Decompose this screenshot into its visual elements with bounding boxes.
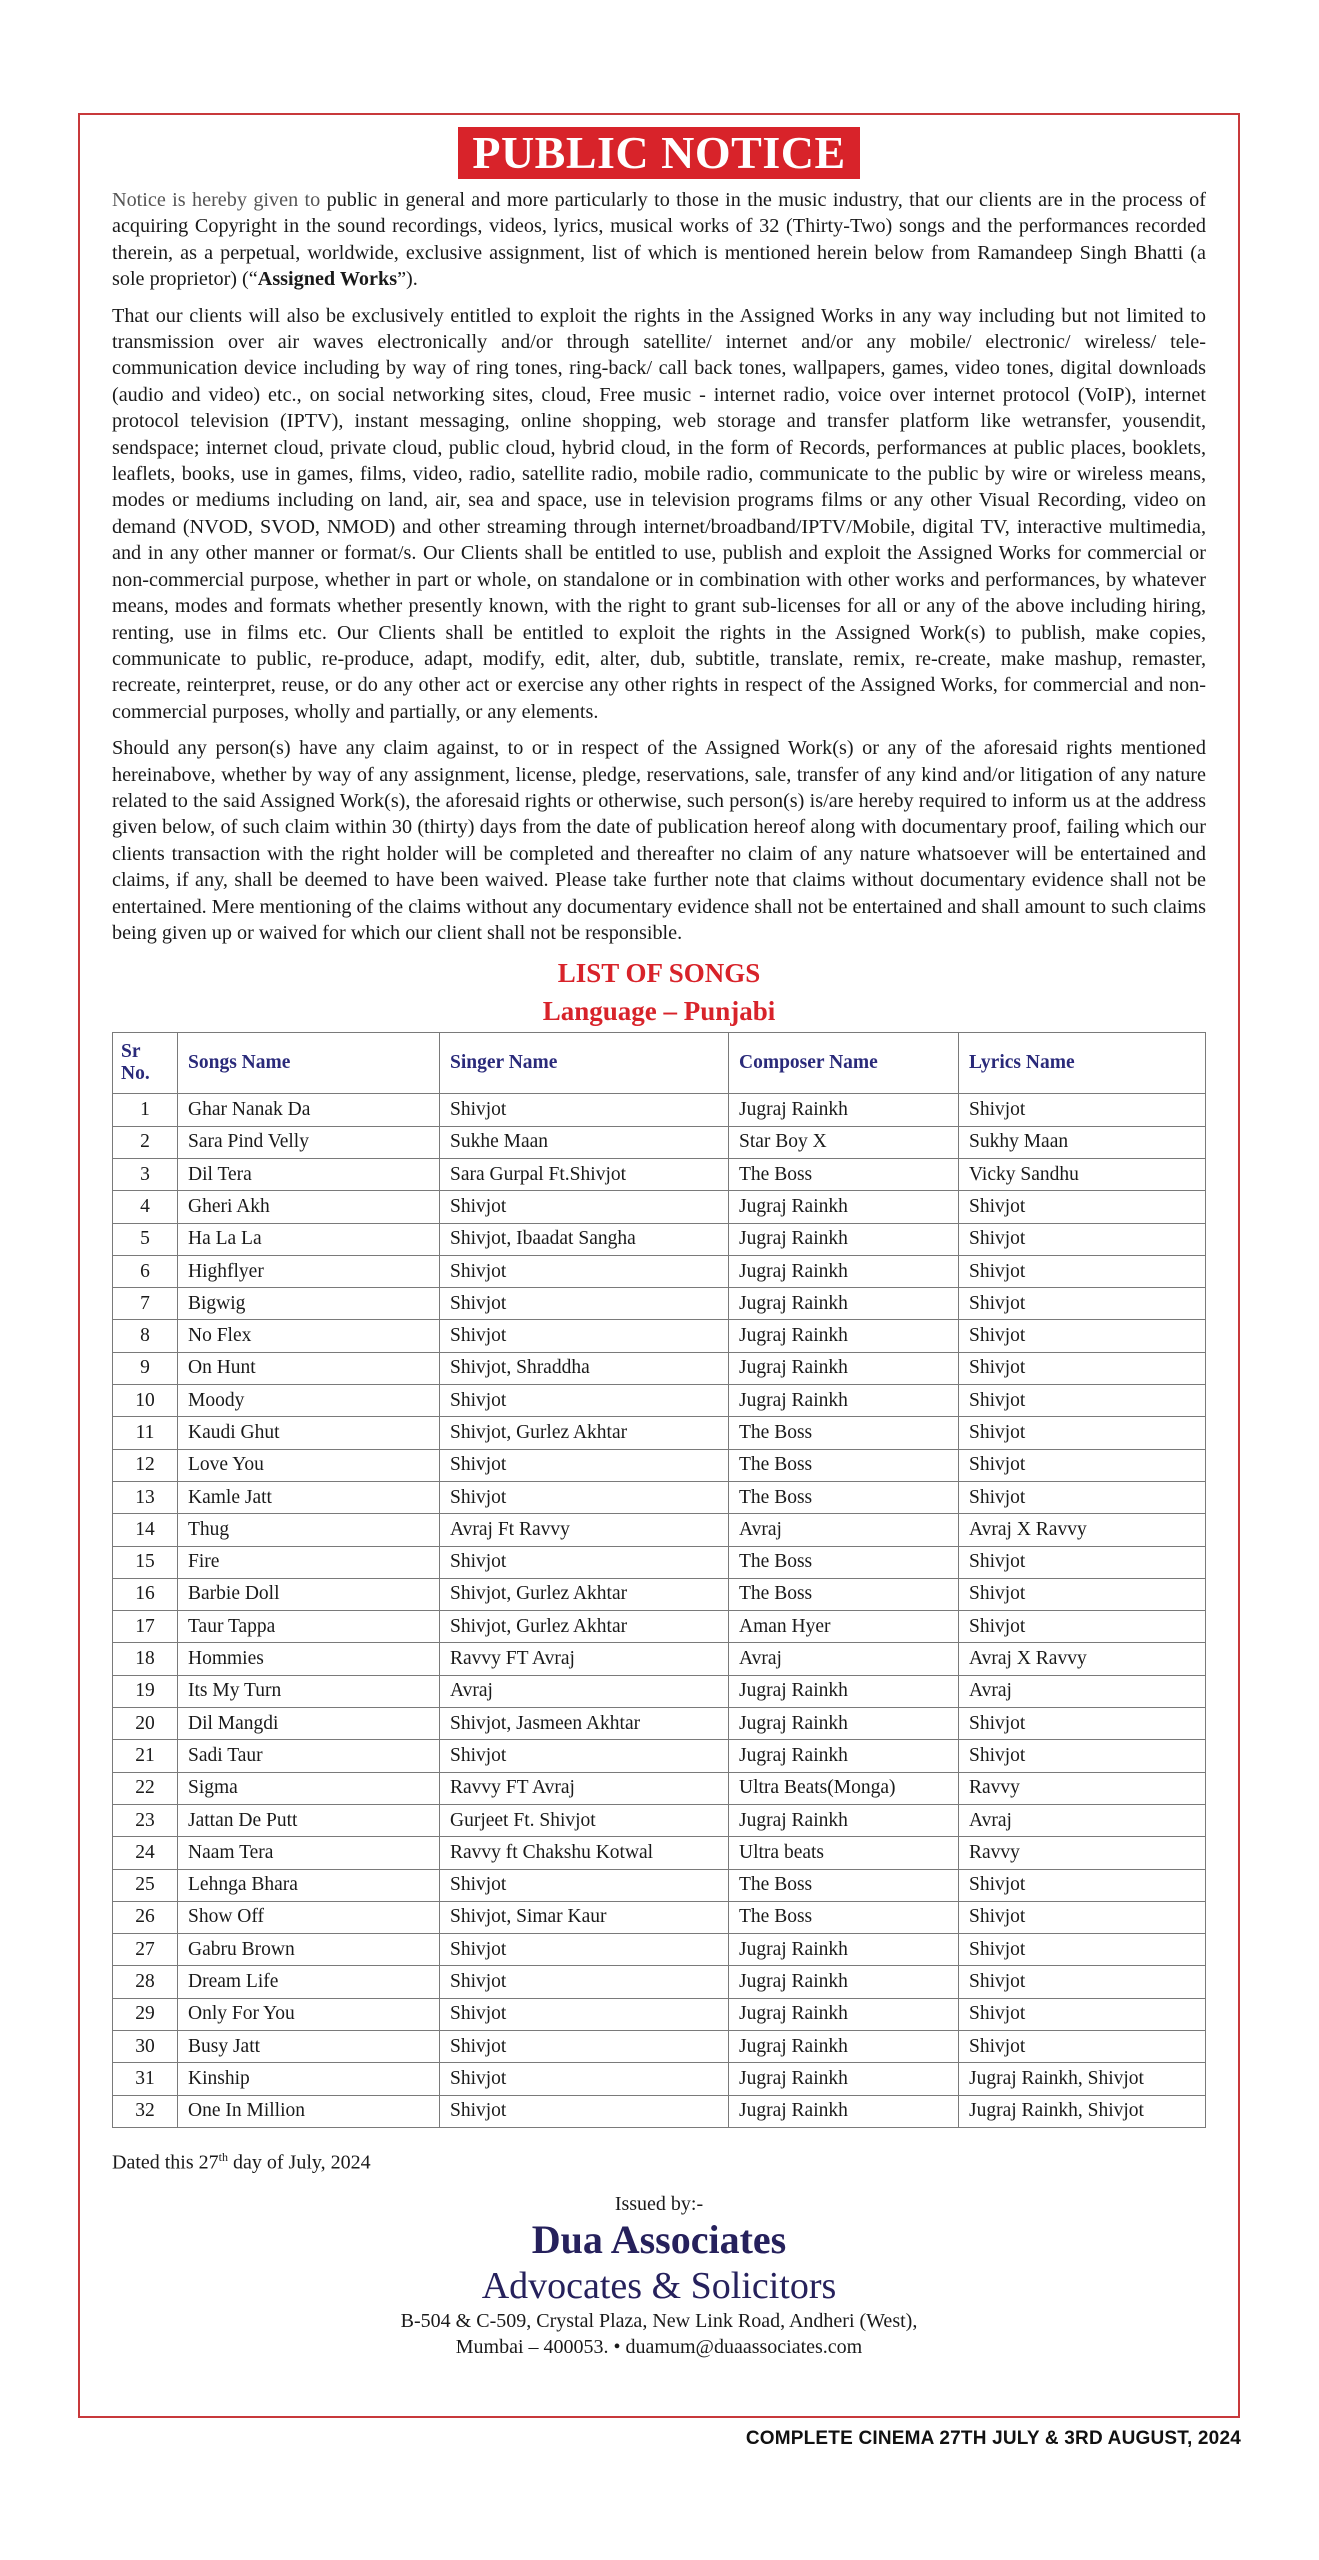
table-row [113,1837,1206,1869]
firm-subtitle: Advocates & Solicitors [481,2264,837,2307]
composer-name-cell: Ultra Beats(Monga) [729,1772,959,1804]
table-row [113,1158,1206,1190]
singer-name-cell: Shivjot [440,1966,729,1998]
list-title: LIST OF SONGS [557,958,761,989]
sr-no-cell: 16 [113,1578,178,1610]
singer-name-cell: Shivjot, Gurlez Akhtar [440,1611,729,1643]
table-row [113,1094,1206,1126]
lyrics-name-cell: Avraj X Ravvy [959,1643,1206,1675]
composer-name-cell: Jugraj Rainkh [729,1223,959,1255]
composer-name-cell: Jugraj Rainkh [729,1740,959,1772]
song-name-cell: Moody [178,1385,440,1417]
song-name-cell: Sigma [178,1772,440,1804]
lyrics-name-cell: Shivjot [959,1449,1206,1481]
sr-no-cell: 31 [113,2063,178,2095]
song-name-cell: No Flex [178,1320,440,1352]
singer-name-cell: Shivjot [440,2063,729,2095]
lyrics-name-cell: Shivjot [959,1869,1206,1901]
composer-name-cell: Jugraj Rainkh [729,2030,959,2062]
composer-name-cell: The Boss [729,1869,959,1901]
sr-no-cell: 30 [113,2030,178,2062]
lyrics-name-cell: Shivjot [959,1966,1206,1998]
lyrics-name-cell: Shivjot [959,1546,1206,1578]
lyrics-name-cell: Shivjot [959,1320,1206,1352]
lyrics-name-cell: Shivjot [959,1998,1206,2030]
composer-name-cell: Ultra beats [729,1837,959,1869]
sr-no-cell: 26 [113,1901,178,1933]
singer-name-cell: Shivjot [440,1449,729,1481]
header-sr-no: Sr No. [113,1033,178,1094]
song-name-cell: Only For You [178,1998,440,2030]
sr-no-cell: 19 [113,1675,178,1707]
singer-name-cell: Sukhe Maan [440,1126,729,1158]
paragraph-1-end: ”). [397,268,418,291]
table-row [113,1578,1206,1610]
notice-frame [78,113,1240,2418]
title-wrap [80,127,1238,179]
singer-name-cell: Shivjot, Shraddha [440,1352,729,1384]
sr-no-cell: 12 [113,1449,178,1481]
composer-name-cell: Jugraj Rainkh [729,1385,959,1417]
table-row [113,1223,1206,1255]
song-name-cell: Sadi Taur [178,1740,440,1772]
table-row [113,1449,1206,1481]
song-name-cell: Jattan De Putt [178,1804,440,1836]
song-name-cell: Hommies [178,1643,440,1675]
sr-no-cell: 2 [113,1126,178,1158]
header-songs-name: Songs Name [178,1033,440,1094]
song-name-cell: Gheri Akh [178,1191,440,1223]
sr-no-cell: 4 [113,1191,178,1223]
lyrics-name-cell: Shivjot [959,1223,1206,1255]
header-composer-name: Composer Name [729,1033,959,1094]
sr-no-cell: 15 [113,1546,178,1578]
publication-footer: COMPLETE CINEMA 27TH JULY & 3RD AUGUST, 2024 [745,2428,1241,2449]
lyrics-name-cell: Shivjot [959,1611,1206,1643]
address-line-2: Mumbai – 400053. • duamum@duaassociates.com [455,2335,863,2358]
table-row [113,2063,1206,2095]
singer-name-cell: Shivjot, Gurlez Akhtar [440,1578,729,1610]
song-name-cell: Barbie Doll [178,1578,440,1610]
singer-name-cell: Shivjot [440,2095,729,2127]
table-row [113,1740,1206,1772]
song-name-cell: On Hunt [178,1352,440,1384]
composer-name-cell: Jugraj Rainkh [729,1966,959,1998]
singer-name-cell: Gurjeet Ft. Shivjot [440,1804,729,1836]
song-name-cell: Love You [178,1449,440,1481]
lyrics-name-cell: Vicky Sandhu [959,1158,1206,1190]
composer-name-cell: Jugraj Rainkh [729,1352,959,1384]
singer-name-cell: Shivjot [440,1385,729,1417]
singer-name-cell: Avraj Ft Ravvy [440,1514,729,1546]
singer-name-cell: Shivjot, Simar Kaur [440,1901,729,1933]
composer-name-cell: The Boss [729,1449,959,1481]
lyrics-name-cell: Sukhy Maan [959,1126,1206,1158]
table-row [113,2095,1206,2127]
sr-no-cell: 25 [113,1869,178,1901]
lyrics-name-cell: Shivjot [959,1481,1206,1513]
composer-name-cell: The Boss [729,1901,959,1933]
lyrics-name-cell: Shivjot [959,1352,1206,1384]
song-name-cell: Kinship [178,2063,440,2095]
sr-no-cell: 1 [113,1094,178,1126]
singer-name-cell: Shivjot [440,1998,729,2030]
singer-name-cell: Ravvy ft Chakshu Kotwal [440,1837,729,1869]
lyrics-name-cell: Ravvy [959,1837,1206,1869]
singer-name-cell: Shivjot [440,1740,729,1772]
song-name-cell: Highflyer [178,1255,440,1287]
song-name-cell: Thug [178,1514,440,1546]
sr-no-cell: 6 [113,1255,178,1287]
lyrics-name-cell: Shivjot [959,1417,1206,1449]
singer-name-cell: Ravvy FT Avraj [440,1643,729,1675]
table-row [113,1481,1206,1513]
song-name-cell: Dream Life [178,1966,440,1998]
song-name-cell: One In Million [178,2095,440,2127]
table-row [113,1869,1206,1901]
sr-no-cell: 5 [113,1223,178,1255]
sr-no-cell: 13 [113,1481,178,1513]
table-row [113,1901,1206,1933]
composer-name-cell: Jugraj Rainkh [729,1675,959,1707]
sr-no-cell: 20 [113,1708,178,1740]
table-row [113,1385,1206,1417]
song-name-cell: Bigwig [178,1288,440,1320]
sr-no-cell: 14 [113,1514,178,1546]
song-name-cell: Dil Tera [178,1158,440,1190]
composer-name-cell: The Boss [729,1417,959,1449]
singer-name-cell: Shivjot [440,1481,729,1513]
sr-no-cell: 27 [113,1934,178,1966]
lyrics-name-cell: Avraj [959,1675,1206,1707]
table-row [113,1966,1206,1998]
table-row [113,1352,1206,1384]
composer-name-cell: Jugraj Rainkh [729,1804,959,1836]
composer-name-cell: Jugraj Rainkh [729,1998,959,2030]
composer-name-cell: Jugraj Rainkh [729,1191,959,1223]
singer-name-cell: Shivjot [440,1546,729,1578]
composer-name-cell: The Boss [729,1158,959,1190]
paragraph-3: Should any person(s) have any claim against, to or in respect of the Assigned Work(s) or any of the aforesaid rights mentioned hereinabove, whether by way of any assignment, license, pledge, reservations, sale, transfer of any kind and/or litigation of any nature related to the said Assigned Work(s), the aforesaid rights or otherwise, such person(s) is/are hereby required to inform us at the address given below, of such claim within 30 (thirty) days from the date of publication hereof along with documentary proof, failing which our clients transaction with the right holder will be completed and thereafter no claim of any nature whatsoever will be entertained and claims, if any, shall be deemed to have been waived. Please take further note that claims without documentary evidence shall not be entertained. Mere mentioning of the claims without any documentary evidence shall not be entertained and shall amount to such claims being given up or waived for which our client shall not be responsible. [112,737,1206,944]
singer-name-cell: Shivjot [440,1320,729,1352]
composer-name-cell: Avraj [729,1643,959,1675]
table-row [113,1804,1206,1836]
paragraph-1-lead: Notice is hereby given to [112,189,321,211]
singer-name-cell: Shivjot [440,1869,729,1901]
singer-name-cell: Ravvy FT Avraj [440,1772,729,1804]
table-row [113,1288,1206,1320]
composer-name-cell: The Boss [729,1578,959,1610]
sr-no-cell: 10 [113,1385,178,1417]
composer-name-cell: The Boss [729,1546,959,1578]
notice-body [112,187,1206,2360]
lyrics-name-cell: Shivjot [959,1191,1206,1223]
song-name-cell: Kaudi Ghut [178,1417,440,1449]
song-name-cell: Ghar Nanak Da [178,1094,440,1126]
table-row [113,1934,1206,1966]
header-singer-name: Singer Name [440,1033,729,1094]
list-subtitle: Language – Punjabi [542,996,776,1027]
lyrics-name-cell: Shivjot [959,1385,1206,1417]
songs-table-body [113,1094,1206,2128]
singer-name-cell: Shivjot [440,1094,729,1126]
address-line-1: B-504 & C-509, Crystal Plaza, New Link Road, Andheri (West), [400,2309,918,2332]
sr-no-cell: 9 [113,1352,178,1384]
table-row [113,1611,1206,1643]
song-name-cell: Naam Tera [178,1837,440,1869]
composer-name-cell: Jugraj Rainkh [729,1094,959,1126]
song-name-cell: Lehnga Bhara [178,1869,440,1901]
paragraph-2: That our clients will also be exclusively entitled to exploit the rights in the Assigned Works in any way including but not limited to transmission over air waves electronically and/or through satellite/ internet and/or any mobile/ electronic/ wireless/ tele-communication device including by way of ring tones, ring-back/ call back tones, wallpapers, games, video tones, digital downloads (audio and video) etc., on social networking sites, cloud, Free music - internet radio, voice over internet protocol (VoIP), internet protocol television (IPTV), instant messaging, online shopping, web storage and transfer platform like wetransfer, yousendit, sendspace; internet cloud, private cloud, public cloud, hybrid cloud, in the form of Records, performances at public places, booklets, leaflets, books, use in games, films, video, radio, satellite radio, mobile radio, communicate to the public by wire or wireless means, modes or mediums including on land, air, sea and space, use in television programs films or any other Visual Recording, video on demand (NVOD, SVOD, NMOD) and other streaming through internet/broadband/IPTV/Mobile, digital TV, interactive multimedia, and in any other manner or format/s. Our Clients shall be entitled to use, publish and exploit the Assigned Works for commercial or non-commercial purpose, whether in part or whole, on standalone or in combination with other works and performances, by whatever means, modes and formats whether presently known, with the right to grant sub-licenses for all or any of the above including hiring, renting, use in films etc. Our Clients shall be entitled to exploit the rights in the Assigned Work(s) to publish, make copies, communicate to public, re-produce, adapt, modify, edit, alter, dub, subtitle, translate, remix, re-create, make mashup, remaster, recreate, reinterpret, reuse, or do any other act or exercise any other rights in respect of the Assigned Works, for commercial and non-commercial purposes, wholly and partially, or any elements. [112,304,1206,723]
composer-name-cell: Aman Hyer [729,1611,959,1643]
singer-name-cell: Shivjot [440,2030,729,2062]
lyrics-name-cell: Shivjot [959,1094,1206,1126]
sr-no-cell: 17 [113,1611,178,1643]
table-row [113,1643,1206,1675]
lyrics-name-cell: Shivjot [959,1901,1206,1933]
lyrics-name-cell: Shivjot [959,1288,1206,1320]
singer-name-cell: Sara Gurpal Ft.Shivjot [440,1158,729,1190]
table-header-row [113,1033,1206,1094]
sr-no-cell: 23 [113,1804,178,1836]
lyrics-name-cell: Shivjot [959,1934,1206,1966]
paragraph-1 [112,187,1206,293]
singer-name-cell: Avraj [440,1675,729,1707]
issued-by: Issued by:- [614,2192,704,2215]
singer-name-cell: Shivjot, Ibaadat Sangha [440,1223,729,1255]
sr-no-cell: 22 [113,1772,178,1804]
header-lyrics-name: Lyrics Name [959,1033,1206,1094]
dated-line [112,2150,1206,2175]
lyrics-name-cell: Ravvy [959,1772,1206,1804]
table-row [113,1514,1206,1546]
song-name-cell: Sara Pind Velly [178,1126,440,1158]
song-name-cell: Taur Tappa [178,1611,440,1643]
sr-no-cell: 7 [113,1288,178,1320]
sr-no-cell: 32 [113,2095,178,2127]
song-name-cell: Show Off [178,1901,440,1933]
table-row [113,1320,1206,1352]
table-row [113,1546,1206,1578]
dated-suffix: day of July, 2024 [228,2151,371,2174]
sr-no-cell: 21 [113,1740,178,1772]
sr-no-cell: 29 [113,1998,178,2030]
table-row [113,1191,1206,1223]
singer-name-cell: Shivjot [440,1255,729,1287]
lyrics-name-cell: Shivjot [959,1740,1206,1772]
songs-table [112,1032,1206,2128]
table-row [113,1708,1206,1740]
sr-no-cell: 11 [113,1417,178,1449]
table-row [113,1417,1206,1449]
singer-name-cell: Shivjot, Jasmeen Akhtar [440,1708,729,1740]
lyrics-name-cell: Shivjot [959,1255,1206,1287]
composer-name-cell: Star Boy X [729,1126,959,1158]
table-row [113,2030,1206,2062]
song-name-cell: Ha La La [178,1223,440,1255]
singer-name-cell: Shivjot, Gurlez Akhtar [440,1417,729,1449]
lyrics-name-cell: Avraj [959,1804,1206,1836]
table-row [113,1772,1206,1804]
composer-name-cell: Jugraj Rainkh [729,1288,959,1320]
table-row [113,1675,1206,1707]
composer-name-cell: Jugraj Rainkh [729,1934,959,1966]
dated-sup: th [218,2149,228,2164]
sr-no-cell: 24 [113,1837,178,1869]
table-row [113,1126,1206,1158]
sr-no-cell: 3 [113,1158,178,1190]
song-name-cell: Dil Mangdi [178,1708,440,1740]
assigned-works-term: Assigned Works [257,268,398,291]
firm-name: Dua Associates [531,2216,787,2262]
singer-name-cell: Shivjot [440,1288,729,1320]
song-name-cell: Its My Turn [178,1675,440,1707]
composer-name-cell: The Boss [729,1481,959,1513]
song-name-cell: Busy Jatt [178,2030,440,2062]
table-row [113,1998,1206,2030]
composer-name-cell: Jugraj Rainkh [729,1255,959,1287]
lyrics-name-cell: Shivjot [959,2030,1206,2062]
lyrics-name-cell: Shivjot [959,1578,1206,1610]
singer-name-cell: Shivjot [440,1191,729,1223]
composer-name-cell: Jugraj Rainkh [729,2063,959,2095]
sr-no-cell: 8 [113,1320,178,1352]
lyrics-name-cell: Shivjot [959,1708,1206,1740]
song-name-cell: Kamle Jatt [178,1481,440,1513]
table-row [113,1255,1206,1287]
composer-name-cell: Jugraj Rainkh [729,1708,959,1740]
lyrics-name-cell: Jugraj Rainkh, Shivjot [959,2095,1206,2127]
sr-no-cell: 18 [113,1643,178,1675]
composer-name-cell: Jugraj Rainkh [729,2095,959,2127]
composer-name-cell: Avraj [729,1514,959,1546]
lyrics-name-cell: Jugraj Rainkh, Shivjot [959,2063,1206,2095]
lyrics-name-cell: Avraj X Ravvy [959,1514,1206,1546]
song-name-cell: Fire [178,1546,440,1578]
notice-title: PUBLIC NOTICE [458,127,859,179]
sr-no-cell: 28 [113,1966,178,1998]
song-name-cell: Gabru Brown [178,1934,440,1966]
composer-name-cell: Jugraj Rainkh [729,1320,959,1352]
paragraph-1-text: public in general and more particularly to those in the music industry, that our clients are in the process of acquiring Copyright in the sound recordings, videos, lyrics, musical works of 32 (Thirty-Two) songs and the performances recorded therein, as a perpetual, worldwide, exclusive assignment, list of which is mentioned herein below from Ramandeep Singh Bhatti (a sole proprietor) (“ [112,189,1206,291]
dated-prefix: Dated this 27 [112,2151,219,2174]
singer-name-cell: Shivjot [440,1934,729,1966]
